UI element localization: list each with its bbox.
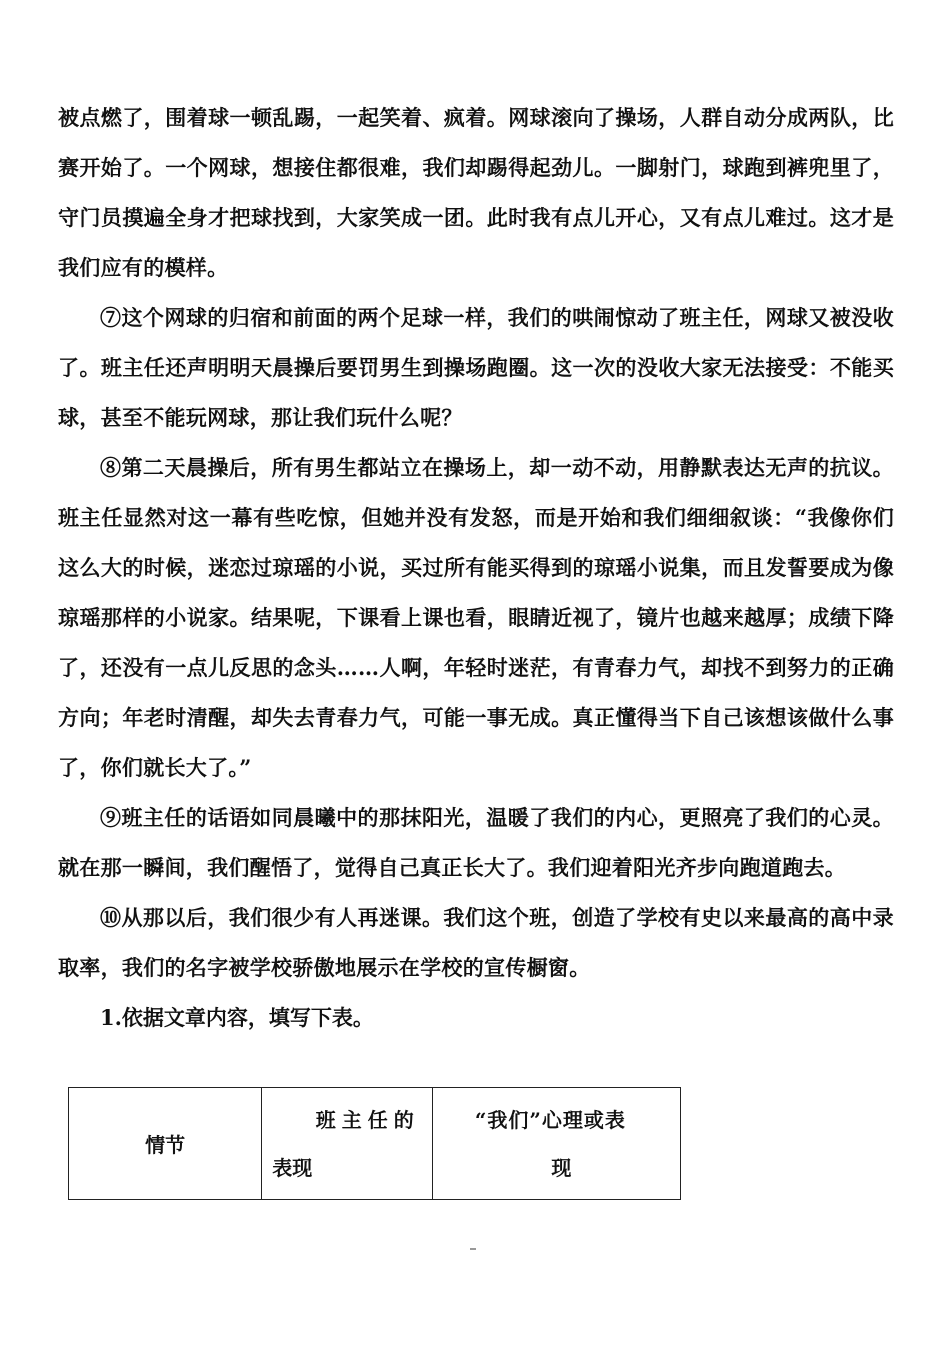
header-teacher [262, 1088, 432, 1200]
table-header-row [69, 1088, 681, 1200]
answer-table [68, 1087, 681, 1200]
header-we-line2: 现 [551, 1155, 572, 1180]
paragraph-10: ⑩从那以后，我们很少有人再迷课。我们这个班，创造了学校有史以来最高的高中录取率，我们的名字被学校骄傲地展示在学校的宣传橱窗。 [58, 905, 894, 980]
paragraph-7: ⑦这个网球的归宿和前面的两个足球一样，我们的哄闹惊动了班主任，网球又被没收了。班主任还声明明天晨操后要罚男生到操场跑圈。这一次的没收大家无法接受：不能买球，甚至不能玩网球，那让我们玩什么呢？ [58, 305, 894, 430]
header-plot-label: 情节 [145, 1133, 186, 1157]
paragraph-9: ⑨班主任的话语如同晨曦中的那抹阳光，温暖了我们的内心，更照亮了我们的心灵。就在那一瞬间，我们醒悟了，觉得自己真正长大了。我们迎着阳光齐步向跑道跑去。 [58, 805, 894, 880]
paragraph-8: ⑧第二天晨操后，所有男生都站立在操场上，却一动不动，用静默表达无声的抗议。班主任显然对这一幕有些吃惊，但她并没有发怒，而是开始和我们细细叙谈：“我像你们这么大的时候，迷恋过琼瑶的小说，买过所有能买得到的琼瑶小说集，而且发誓要成为像琼瑶那样的小说家。结果呢，下课看上课也看，眼睛近视了，镜片也越来越厚；成绩下降了，还没有一点儿反思的念头……人啊，年轻时迷茫，有青春力气，却找不到努力的正确方向；年老时清醒，却失去青春力气，可能一事无成。真正懂得当下自己该想该做什么事了，你们就长大了。” [58, 455, 894, 780]
document-body [58, 93, 894, 1043]
question-1: 1.依据文章内容，填写下表。 [100, 1005, 374, 1030]
page-mark [470, 1248, 476, 1250]
header-teacher-line2: 表现 [272, 1155, 313, 1180]
header-teacher-line1: 班主任的 [315, 1107, 420, 1132]
header-we [432, 1088, 680, 1200]
header-we-line1: “我们”心理或表 [474, 1107, 626, 1132]
paragraph-continuation: 被点燃了，围着球一顿乱踢，一起笑着、疯着。网球滚向了操场，人群自动分成两队，比赛开始了。一个网球，想接住都很难，我们却踢得起劲儿。一脚射门，球跑到裤兜里了，守门员摸遍全身才把球找到，大家笑成一团。此时我有点儿开心，又有点儿难过。这才是我们应有的模样。 [58, 105, 894, 280]
header-plot [69, 1088, 262, 1200]
